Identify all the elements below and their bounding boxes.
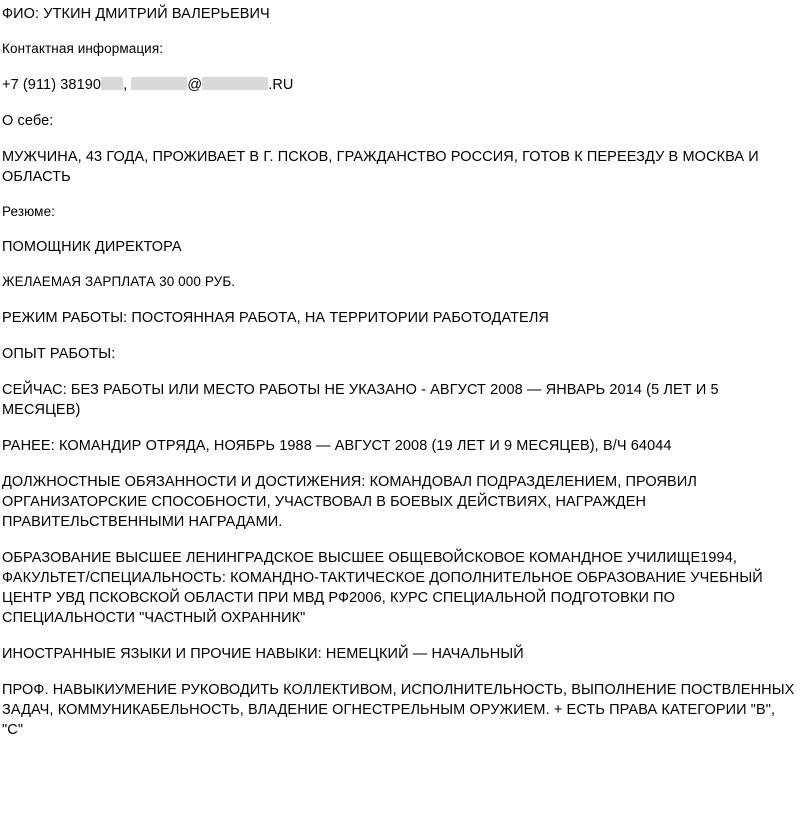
email-user-redacted-block xyxy=(131,77,187,90)
resume-heading: Резюме: xyxy=(2,203,56,219)
work-schedule: РЕЖИМ РАБОТЫ: ПОСТОЯННАЯ РАБОТА, НА ТЕРРИТОРИИ РАБОТОДАТЕЛЯ xyxy=(2,309,550,326)
email-at-symbol: @ xyxy=(187,76,203,93)
contact-separator: , xyxy=(123,76,132,93)
email-tld: .RU xyxy=(268,76,294,93)
position-title: ПОМОЩНИК ДИРЕКТОРА xyxy=(2,239,182,256)
contact-info-heading: Контактная информация: xyxy=(2,41,164,56)
contact-details-line xyxy=(2,75,795,95)
about-text: МУЖЧИНА, 43 ГОДА, ПРОЖИВАЕТ В Г. ПСКОВ, ГРАЖДАНСТВО РОССИЯ, ГОТОВ К ПЕРЕЕЗДУ В МОСКВА И ОБЛАСТЬ xyxy=(2,148,759,185)
email-domain-redacted-block xyxy=(202,77,268,90)
languages-and-skills: ИНОСТРАННЫЕ ЯЗЫКИ И ПРОЧИЕ НАВЫКИ: НЕМЕЦКИЙ — НАЧАЛЬНЫЙ xyxy=(2,645,524,662)
experience-current: СЕЙЧАС: БЕЗ РАБОТЫ ИЛИ МЕСТО РАБОТЫ НЕ УКАЗАНО - АВГУСТ 2008 — ЯНВАРЬ 2014 (5 ЛЕТ И 5 МЕСЯЦЕВ) xyxy=(2,381,719,418)
about-heading: О себе: xyxy=(2,112,54,129)
phone-redacted-block xyxy=(101,77,123,90)
duties-and-achievements: ДОЛЖНОСТНЫЕ ОБЯЗАННОСТИ И ДОСТИЖЕНИЯ: КОМАНДОВАЛ ПОДРАЗДЕЛЕНИЕМ, ПРОЯВИЛ ОРГАНИЗАТОРСКИЕ СПОСОБНОСТИ, УЧАСТВОВАЛ В БОЕВЫХ ДЕЙСТВИЯХ, НАГРАЖДЕН ПРАВИТЕЛЬСТВЕННЫМИ НАГРАДАМИ. xyxy=(2,473,697,530)
phone-number: +7 (911) 38190 xyxy=(2,76,102,93)
education-section: ОБРАЗОВАНИЕ ВЫСШЕЕ ЛЕНИНГРАДСКОЕ ВЫСШЕЕ ОБЩЕВОЙСКОВОЕ КОМАНДНОЕ УЧИЛИЩЕ1994, ФАКУЛЬТЕТ/СПЕЦИАЛЬНОСТЬ: КОМАНДНО-ТАКТИЧЕСКОЕ ДОПОЛНИТЕЛЬНОЕ ОБРАЗОВАНИЕ УЧЕБНЫЙ ЦЕНТР УВД ПСКОВСКОЙ ОБЛАСТИ ПРИ МВД РФ2006, КУРС СПЕЦИАЛЬНОЙ ПОДГОТОВКИ ПО СПЕЦИАЛЬНОСТИ "ЧАСТНЫЙ ОХРАННИК" xyxy=(2,549,763,626)
experience-previous: РАНЕЕ: КОМАНДИР ОТРЯДА, НОЯБРЬ 1988 — АВГУСТ 2008 (19 ЛЕТ И 9 МЕСЯЦЕВ), В/Ч 64044 xyxy=(2,437,672,454)
desired-salary: ЖЕЛАЕМАЯ ЗАРПЛАТА 30 000 РУБ. xyxy=(2,274,236,290)
full-name-line: ФИО: УТКИН ДМИТРИЙ ВАЛЕРЬЕВИЧ xyxy=(2,6,270,22)
experience-heading: ОПЫТ РАБОТЫ: xyxy=(2,345,116,362)
professional-skills: ПРОФ. НАВЫКИУМЕНИЕ РУКОВОДИТЬ КОЛЛЕКТИВОМ, ИСПОЛНИТЕЛЬНОСТЬ, ВЫПОЛНЕНИЕ ПОСТВЛЕННЫХ ЗАДАЧ, КОММУНИКАБЕЛЬНОСТЬ, ВЛАДЕНИЕ ОГНЕСТРЕЛЬНЫМ ОРУЖИЕМ. + ЕСТЬ ПРАВА КАТЕГОРИИ "В", "С" xyxy=(2,681,795,738)
